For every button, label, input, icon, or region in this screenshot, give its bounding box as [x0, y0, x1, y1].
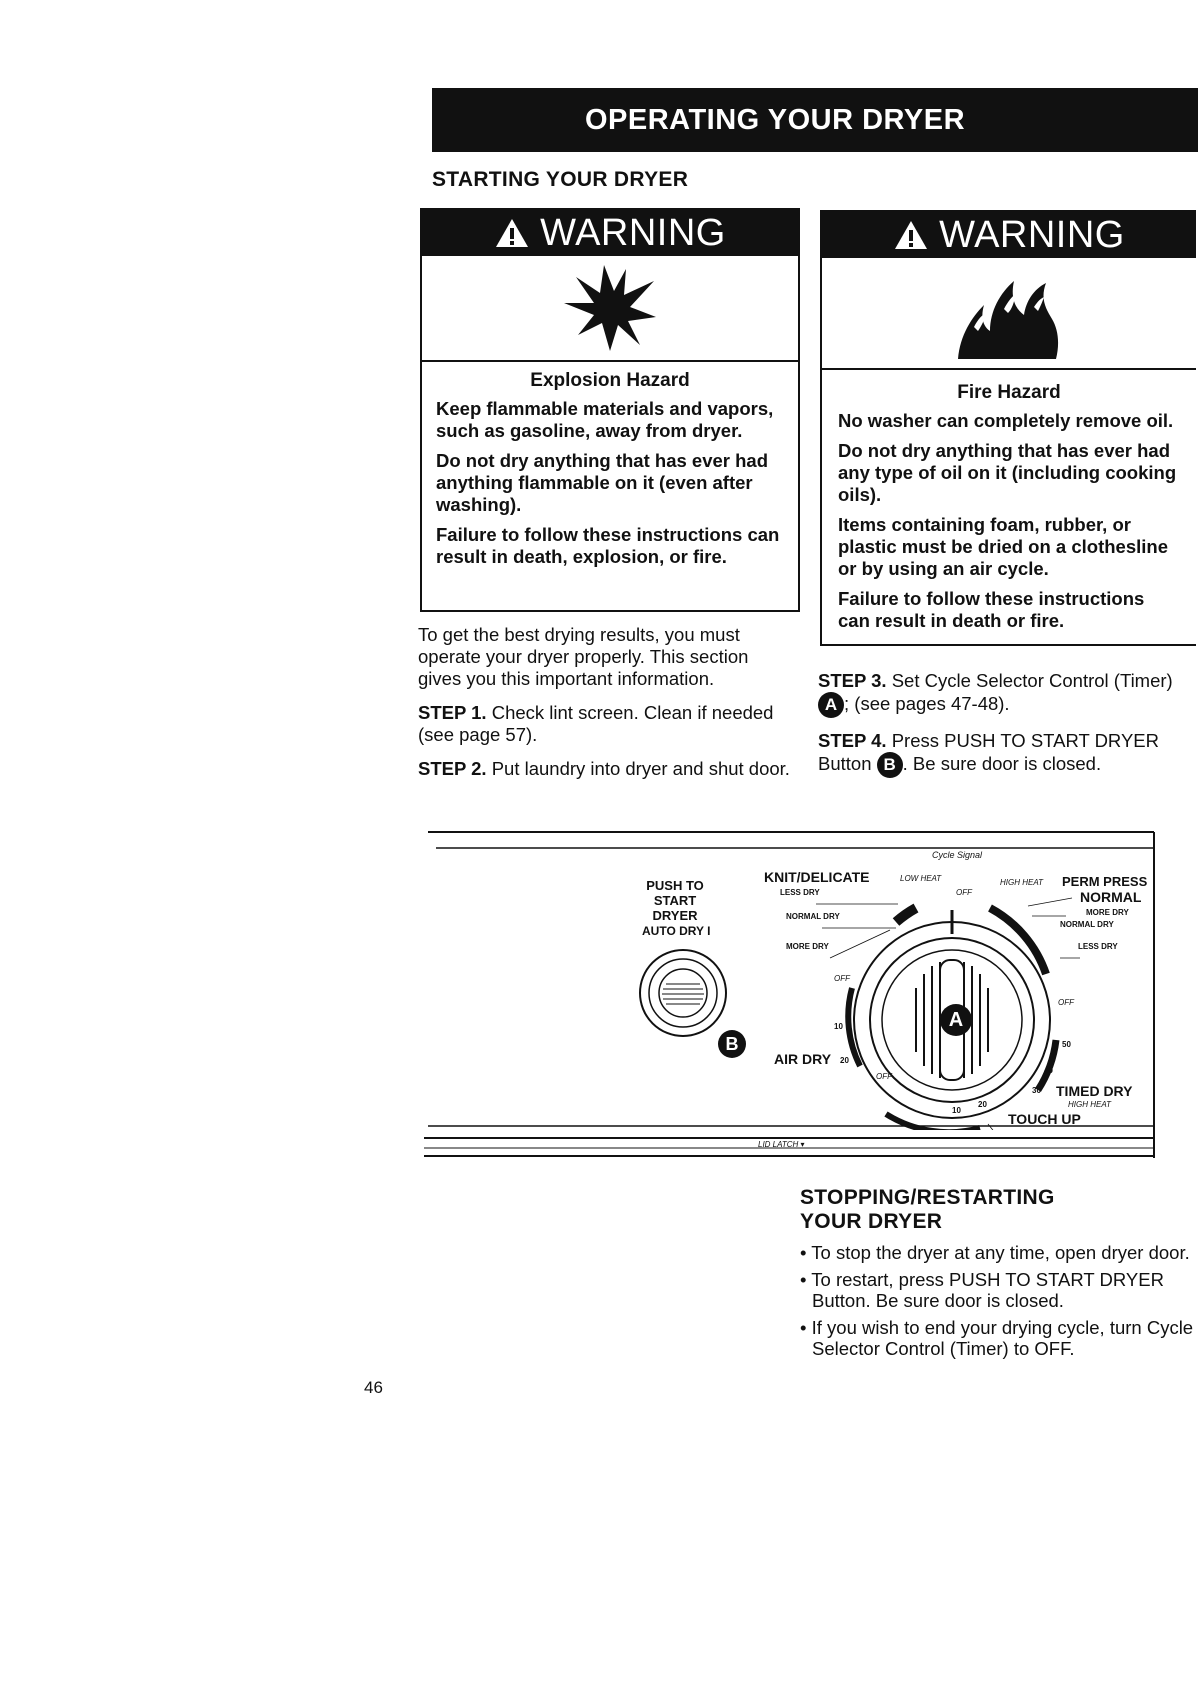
high-heat-bottom-label: HIGH HEAT [1068, 1100, 1111, 1109]
control-panel [424, 830, 1158, 1158]
hazard-title: Fire Hazard [957, 382, 1061, 403]
off-label: OFF [1058, 998, 1074, 1007]
off-label: OFF [834, 974, 850, 983]
list-item: • To stop the dryer at any time, open dryer door. [800, 1242, 1194, 1263]
marker-b-badge: B [877, 752, 903, 778]
warning-triangle-icon [893, 219, 929, 251]
warning-text: No washer can completely remove oil. [838, 410, 1174, 431]
air-dry-10-label: 10 [834, 1022, 843, 1031]
explosion-pictogram [422, 256, 798, 362]
intro-text: To get the best drying results, you must operate your dryer properly. This section gives you this important information. [418, 624, 749, 689]
push-to-start-button[interactable] [638, 948, 728, 1038]
step-1 [418, 702, 796, 746]
knit-delicate-label: KNIT/DELICATE [764, 869, 870, 885]
step-label: STEP 1. [418, 702, 487, 723]
right-column [818, 670, 1194, 790]
warning-text: Items containing foam, rubber, or plastic must be dried on a clothesline or by using an air cycle. [838, 514, 1168, 579]
warning-text: Failure to follow these instructions can result in death or fire. [838, 588, 1145, 631]
timed-40-label: 40 [1044, 1066, 1053, 1075]
warning-text: Failure to follow these instructions can result in death, explosion, or fire. [436, 524, 780, 567]
warning-explosion-box [420, 208, 800, 612]
left-less-dry-label: LESS DRY [780, 888, 820, 897]
off-label: OFF [876, 1072, 892, 1081]
left-column [418, 624, 796, 792]
step-2 [418, 758, 796, 780]
push-to-start-label: PUSH TO START DRYER [646, 878, 704, 923]
cycle-signal-label: Cycle Signal [932, 850, 983, 860]
timed-20-label: 20 [978, 1100, 987, 1109]
stopping-section [800, 1186, 1194, 1365]
warning-text: Do not dry anything that has ever had any type of oil on it (including cooking oils). [838, 440, 1177, 505]
push-button-graphic [638, 948, 728, 1038]
step-text: Press PUSH TO START DRYER Button [818, 730, 1159, 774]
air-dry-label: AIR DRY [774, 1051, 832, 1067]
step-label: STEP 4. [818, 730, 887, 751]
step-4 [818, 730, 1194, 778]
stopping-bullets [800, 1242, 1194, 1359]
perm-press-label: PERM PRESS [1062, 874, 1148, 889]
marker-a-badge: A [818, 692, 844, 718]
timed-10-label: 10 [952, 1106, 961, 1115]
marker-b: B [718, 1030, 746, 1058]
warning-text: Keep flammable materials and vapors, such as gasoline, away from dryer. [436, 398, 774, 441]
timed-50-label: 50 [1062, 1040, 1071, 1049]
warning-text: Do not dry anything that has ever had anything flammable on it (even after washing). [436, 450, 769, 515]
hazard-title: Explosion Hazard [530, 370, 690, 391]
lid-latch-label: LID LATCH ▾ [758, 1140, 805, 1149]
off-label: OFF [956, 888, 972, 897]
timed-dry-label: TIMED DRY [1056, 1083, 1133, 1099]
air-dry-20-label: 20 [840, 1056, 849, 1065]
step-text: Set Cycle Selector Control (Timer) [891, 670, 1173, 691]
right-more-dry-label: MORE DRY [1086, 908, 1129, 917]
right-less-dry-label: LESS DRY [1078, 942, 1118, 951]
high-heat-label: HIGH HEAT [1000, 878, 1043, 887]
step-text: Put laundry into dryer and shut door. [491, 758, 790, 779]
low-heat-label: LOW HEAT [900, 874, 942, 883]
page-number: 46 [364, 1378, 383, 1397]
explosion-icon [560, 263, 660, 353]
step-text: ; (see pages 47-48). [844, 692, 1010, 714]
step-label: STEP 3. [818, 670, 887, 691]
step-3 [818, 670, 1194, 718]
warning-triangle-icon [494, 217, 530, 249]
fire-icon [954, 265, 1064, 361]
warning-fire-box [820, 210, 1196, 646]
warning-header [822, 212, 1196, 258]
lid-latch-text: LID LATCH [758, 1140, 799, 1149]
timed-30-label: 30 [1032, 1086, 1041, 1095]
list-item: • To restart, press PUSH TO START DRYER Button. Be sure door is closed. [800, 1269, 1194, 1311]
right-normal-dry-label: NORMAL DRY [1060, 920, 1114, 929]
step-text: Check lint screen. Clean if needed (see page 57). [418, 702, 774, 745]
section-banner [432, 88, 1198, 152]
step-label: STEP 2. [418, 758, 487, 779]
warning-label: WARNING [540, 211, 726, 254]
left-normal-dry-label: NORMAL DRY [786, 912, 840, 921]
auto-dry-label: AUTO DRY I [642, 924, 711, 938]
warning-header [422, 210, 798, 256]
stopping-title-line1: STOPPING/RESTARTING [800, 1186, 1055, 1209]
starting-title: STARTING YOUR DRYER [432, 168, 689, 191]
list-item: • If you wish to end your drying cycle, turn Cycle Selector Control (Timer) to OFF. [800, 1317, 1194, 1359]
stopping-title-line2: YOUR DRYER [800, 1210, 943, 1233]
step-text: . Be sure door is closed. [902, 752, 1102, 774]
banner-title: OPERATING YOUR DRYER [584, 103, 966, 136]
left-more-dry-label: MORE DRY [786, 942, 829, 951]
warning-label: WARNING [939, 213, 1125, 256]
touch-up-label: TOUCH UP [1008, 1111, 1081, 1127]
normal-label: NORMAL [1080, 889, 1142, 905]
marker-a: A [940, 1004, 972, 1036]
fire-pictogram [822, 258, 1196, 370]
